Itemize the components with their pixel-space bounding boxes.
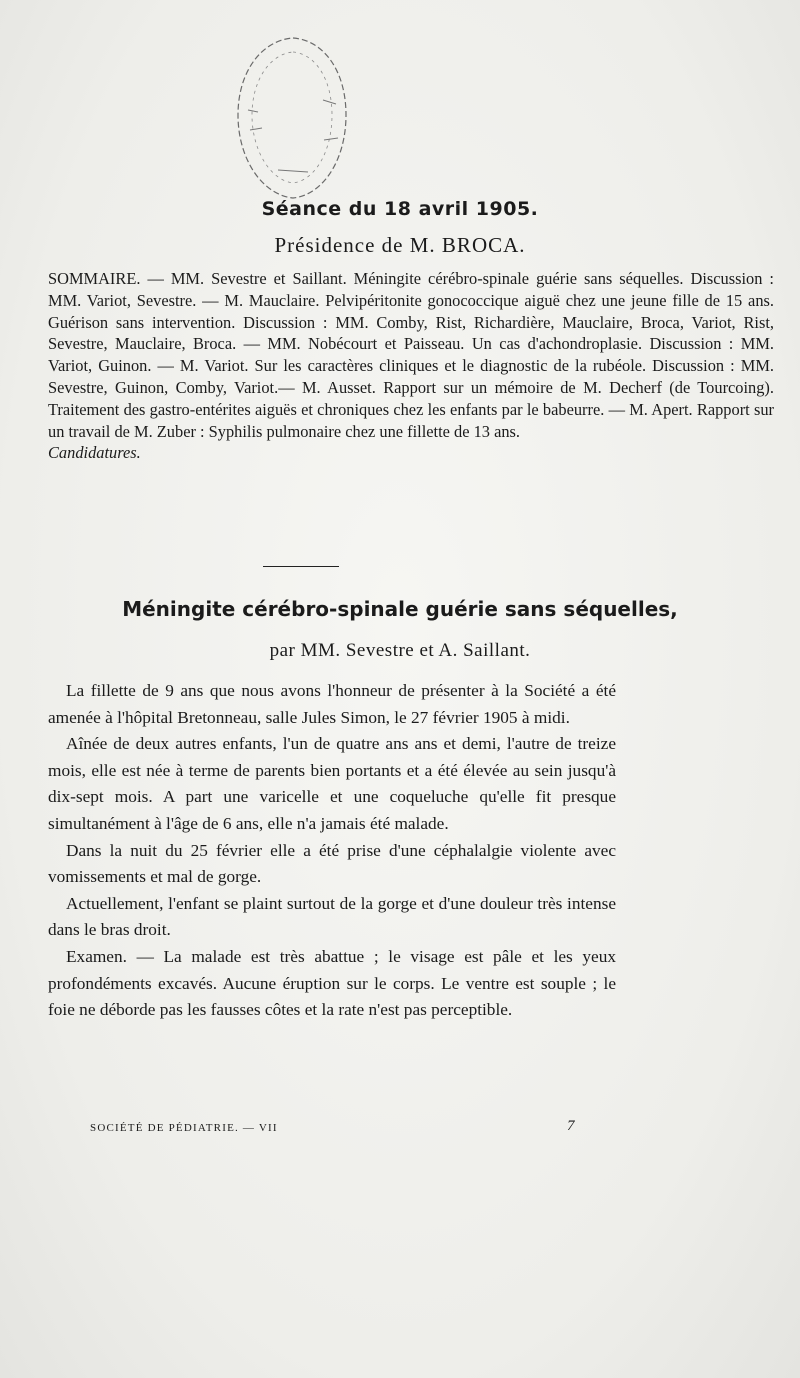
candidatures-label: Candidatures. — [48, 443, 141, 463]
running-footer: SOCIÉTÉ DE PÉDIATRIE. — VII — [90, 1122, 278, 1134]
article-title: Méningite cérébro-spinale guérie sans séquelles, — [122, 597, 678, 621]
presidence-heading: Présidence de M. BROCA. — [274, 233, 526, 257]
body-paragraph: Dans la nuit du 25 février elle a été prise d'une céphalalgie violente avec vomissements et mal de gorge. — [48, 840, 616, 887]
library-stamp — [228, 30, 358, 205]
section-divider — [263, 566, 339, 567]
seance-heading: Séance du 18 avril 1905. — [261, 198, 539, 220]
body-paragraph: Actuellement, l'enfant se plaint surtout de la gorge et d'une douleur très intense dans le bras droit. — [48, 893, 616, 940]
sommaire-text: SOMMAIRE. — MM. Sevestre et Saillant. Méningite cérébro-spinale guérie sans séquelles. Discussion : MM. Variot, Sevestre. — M. Mauclaire. Pelvipéritonite gonococcique aiguë chez une jeune fille de 15 ans. Guérison sans intervention. Discussion : MM. Comby, Rist, Richardière, Mauclaire, Broca, Variot, Rist, Sevestre, Mauclaire, Broca. — MM. Nobécourt et Paisseau. Un cas d'achondroplasie. Discussion : MM. Variot, Guinon. — M. Variot. Sur les caractères cliniques et le diagnostic de la rubéole. Discussion : MM. Sevestre, Guinon, Comby, Variot.— M. Ausset. Rapport sur un mémoire de M. Decherf (de Tourcoing). Traitement des gastro-entérites aiguës et chroniques chez les enfants par le babeurre. — M. Apert. Rapport sur un travail de M. Zuber : Syphilis pulmonaire chez une fillette de 13 ans. — [48, 269, 774, 441]
sommaire-section — [48, 268, 774, 464]
signature-mark: 7 — [567, 1118, 575, 1134]
body-paragraph: Examen. — La malade est très abattue ; le visage est pâle et les yeux profondéments excavés. Aucune éruption sur le corps. Le ventre est souple ; le foie ne déborde pas les fausses côtes et la rate n'est pas perceptible. — [48, 946, 616, 1020]
body-paragraph: Aînée de deux autres enfants, l'un de quatre ans ans et demi, l'autre de treize mois, elle est née à terme de parents bien portants et a été élevée au sein jusqu'à dix-sept mois. A part une varicelle et une coqueluche qu'elle fit presque simultanément à l'âge de 6 ans, elle n'a jamais été malade. — [48, 734, 616, 833]
body-paragraph: La fillette de 9 ans que nous avons l'honneur de présenter à la Société a été amenée à l'hôpital Bretonneau, salle Jules Simon, le 27 février 1905 à midi. — [48, 681, 616, 727]
article-body — [48, 678, 616, 1024]
article-authors: par MM. Sevestre et A. Saillant. — [269, 640, 531, 661]
